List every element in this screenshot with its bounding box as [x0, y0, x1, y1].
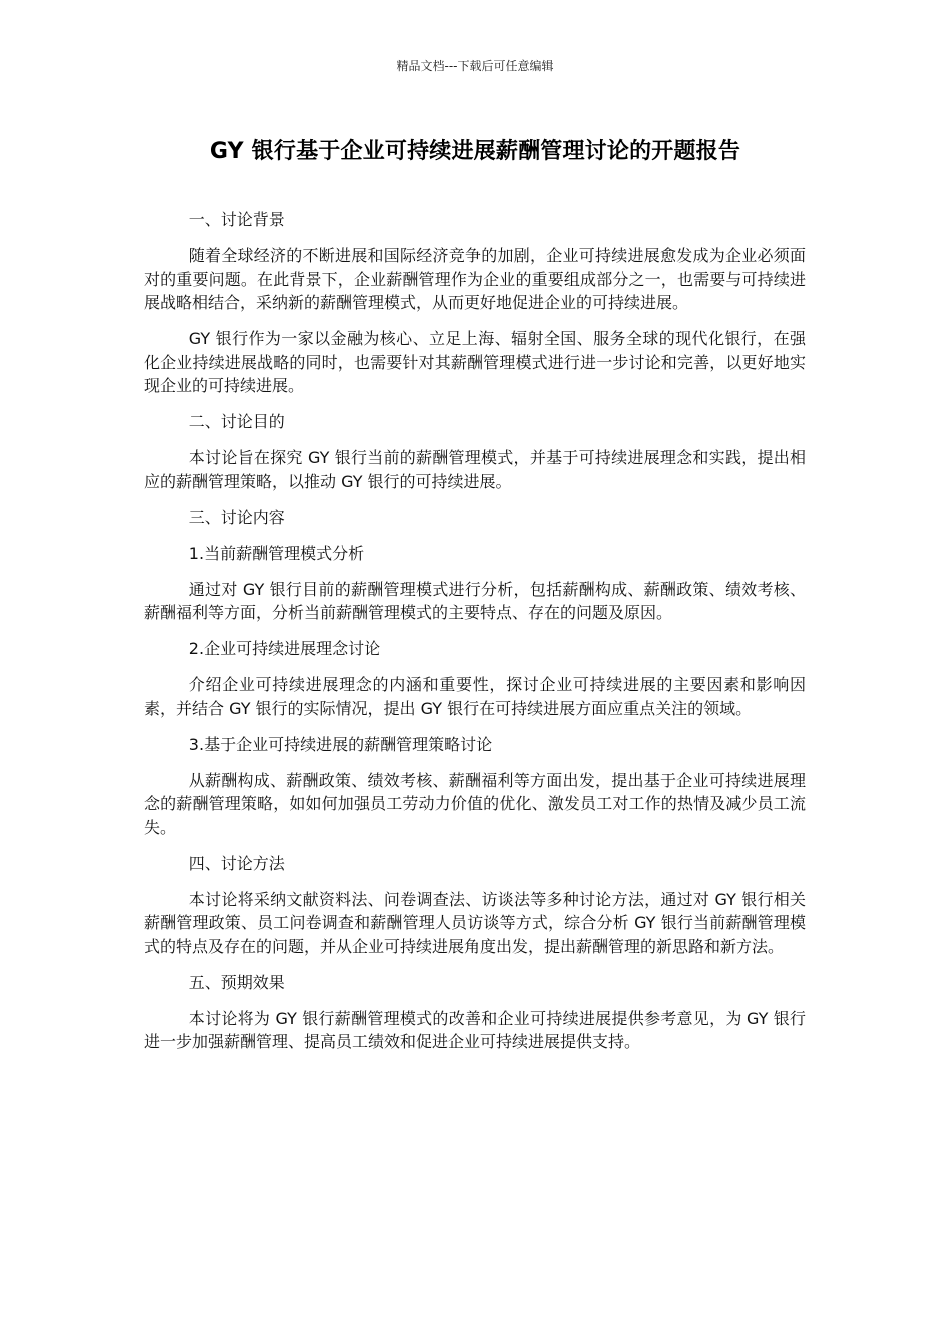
- paragraph: 随着全球经济的不断进展和国际经济竞争的加剧，企业可持续进展愈发成为企业必须面对的重要问题。在此背景下，企业薪酬管理作为企业的重要组成部分之一，也需要与可持续进展战略相结合，采纳新的薪酬管理模式，从而更好地促进企业的可持续进展。: [144, 246, 806, 312]
- subsection-heading-2: 2.企业可持续进展理念讨论: [188, 639, 381, 658]
- paragraph: 介绍企业可持续进展理念的内涵和重要性，探讨企业可持续进展的主要因素和影响因素，并结合 GY 银行的实际情况，提出 GY 银行在可持续进展方面应重点关注的领域。: [144, 675, 806, 718]
- page-header: 精品文档---下载后可任意编辑: [396, 59, 554, 73]
- section-heading-method: 四、讨论方法: [188, 853, 285, 873]
- paragraph: 本讨论旨在探究 GY 银行当前的薪酬管理模式，并基于可持续进展理念和实践，提出相应的薪酬管理策略，以推动 GY 银行的可持续进展。: [144, 448, 806, 491]
- subsection-heading-1: 1.当前薪酬管理模式分析: [188, 543, 365, 563]
- document-body: [144, 208, 806, 1066]
- paragraph: 从薪酬构成、薪酬政策、绩效考核、薪酬福利等方面出发，提出基于企业可持续进展理念的薪酬管理策略，如如何加强员工劳动力价值的优化、激发员工对工作的热情及减少员工流失。: [144, 770, 806, 837]
- subsection-heading-3: 3.基于企业可持续进展的薪酬管理策略讨论: [188, 734, 493, 754]
- document-title: GY 银行基于企业可持续进展薪酬管理讨论的开题报告: [209, 139, 741, 164]
- section-heading-purpose: 二、讨论目的: [188, 412, 285, 431]
- paragraph: 通过对 GY 银行目前的薪酬管理模式进行分析，包括薪酬构成、薪酬政策、绩效考核、薪酬福利等方面，分析当前薪酬管理模式的主要特点、存在的问题及原因。: [144, 579, 806, 622]
- paragraph: 本讨论将为 GY 银行薪酬管理模式的改善和企业可持续进展提供参考意见，为 GY 银行进一步加强薪酬管理、提高员工绩效和促进企业可持续进展提供支持。: [144, 1008, 806, 1051]
- section-heading-content: 三、讨论内容: [188, 507, 285, 527]
- section-heading-expected-effect: 五、预期效果: [188, 972, 285, 992]
- section-heading-background: 一、讨论背景: [188, 210, 285, 229]
- paragraph: 本讨论将采纳文献资料法、问卷调查法、访谈法等多种讨论方法，通过对 GY 银行相关薪酬管理政策、员工问卷调查和薪酬管理人员访谈等方式，综合分析 GY 银行当前薪酬管理模式的特点及存在的问题，并从企业可持续进展角度出发，提出薪酬管理的新思路和新方法。: [144, 889, 806, 956]
- paragraph: GY 银行作为一家以金融为核心、立足上海、辐射全国、服务全球的现代化银行，在强化企业持续进展战略的同时，也需要针对其薪酬管理模式进行进一步讨论和完善，以更好地实现企业的可持续进展。: [144, 329, 806, 395]
